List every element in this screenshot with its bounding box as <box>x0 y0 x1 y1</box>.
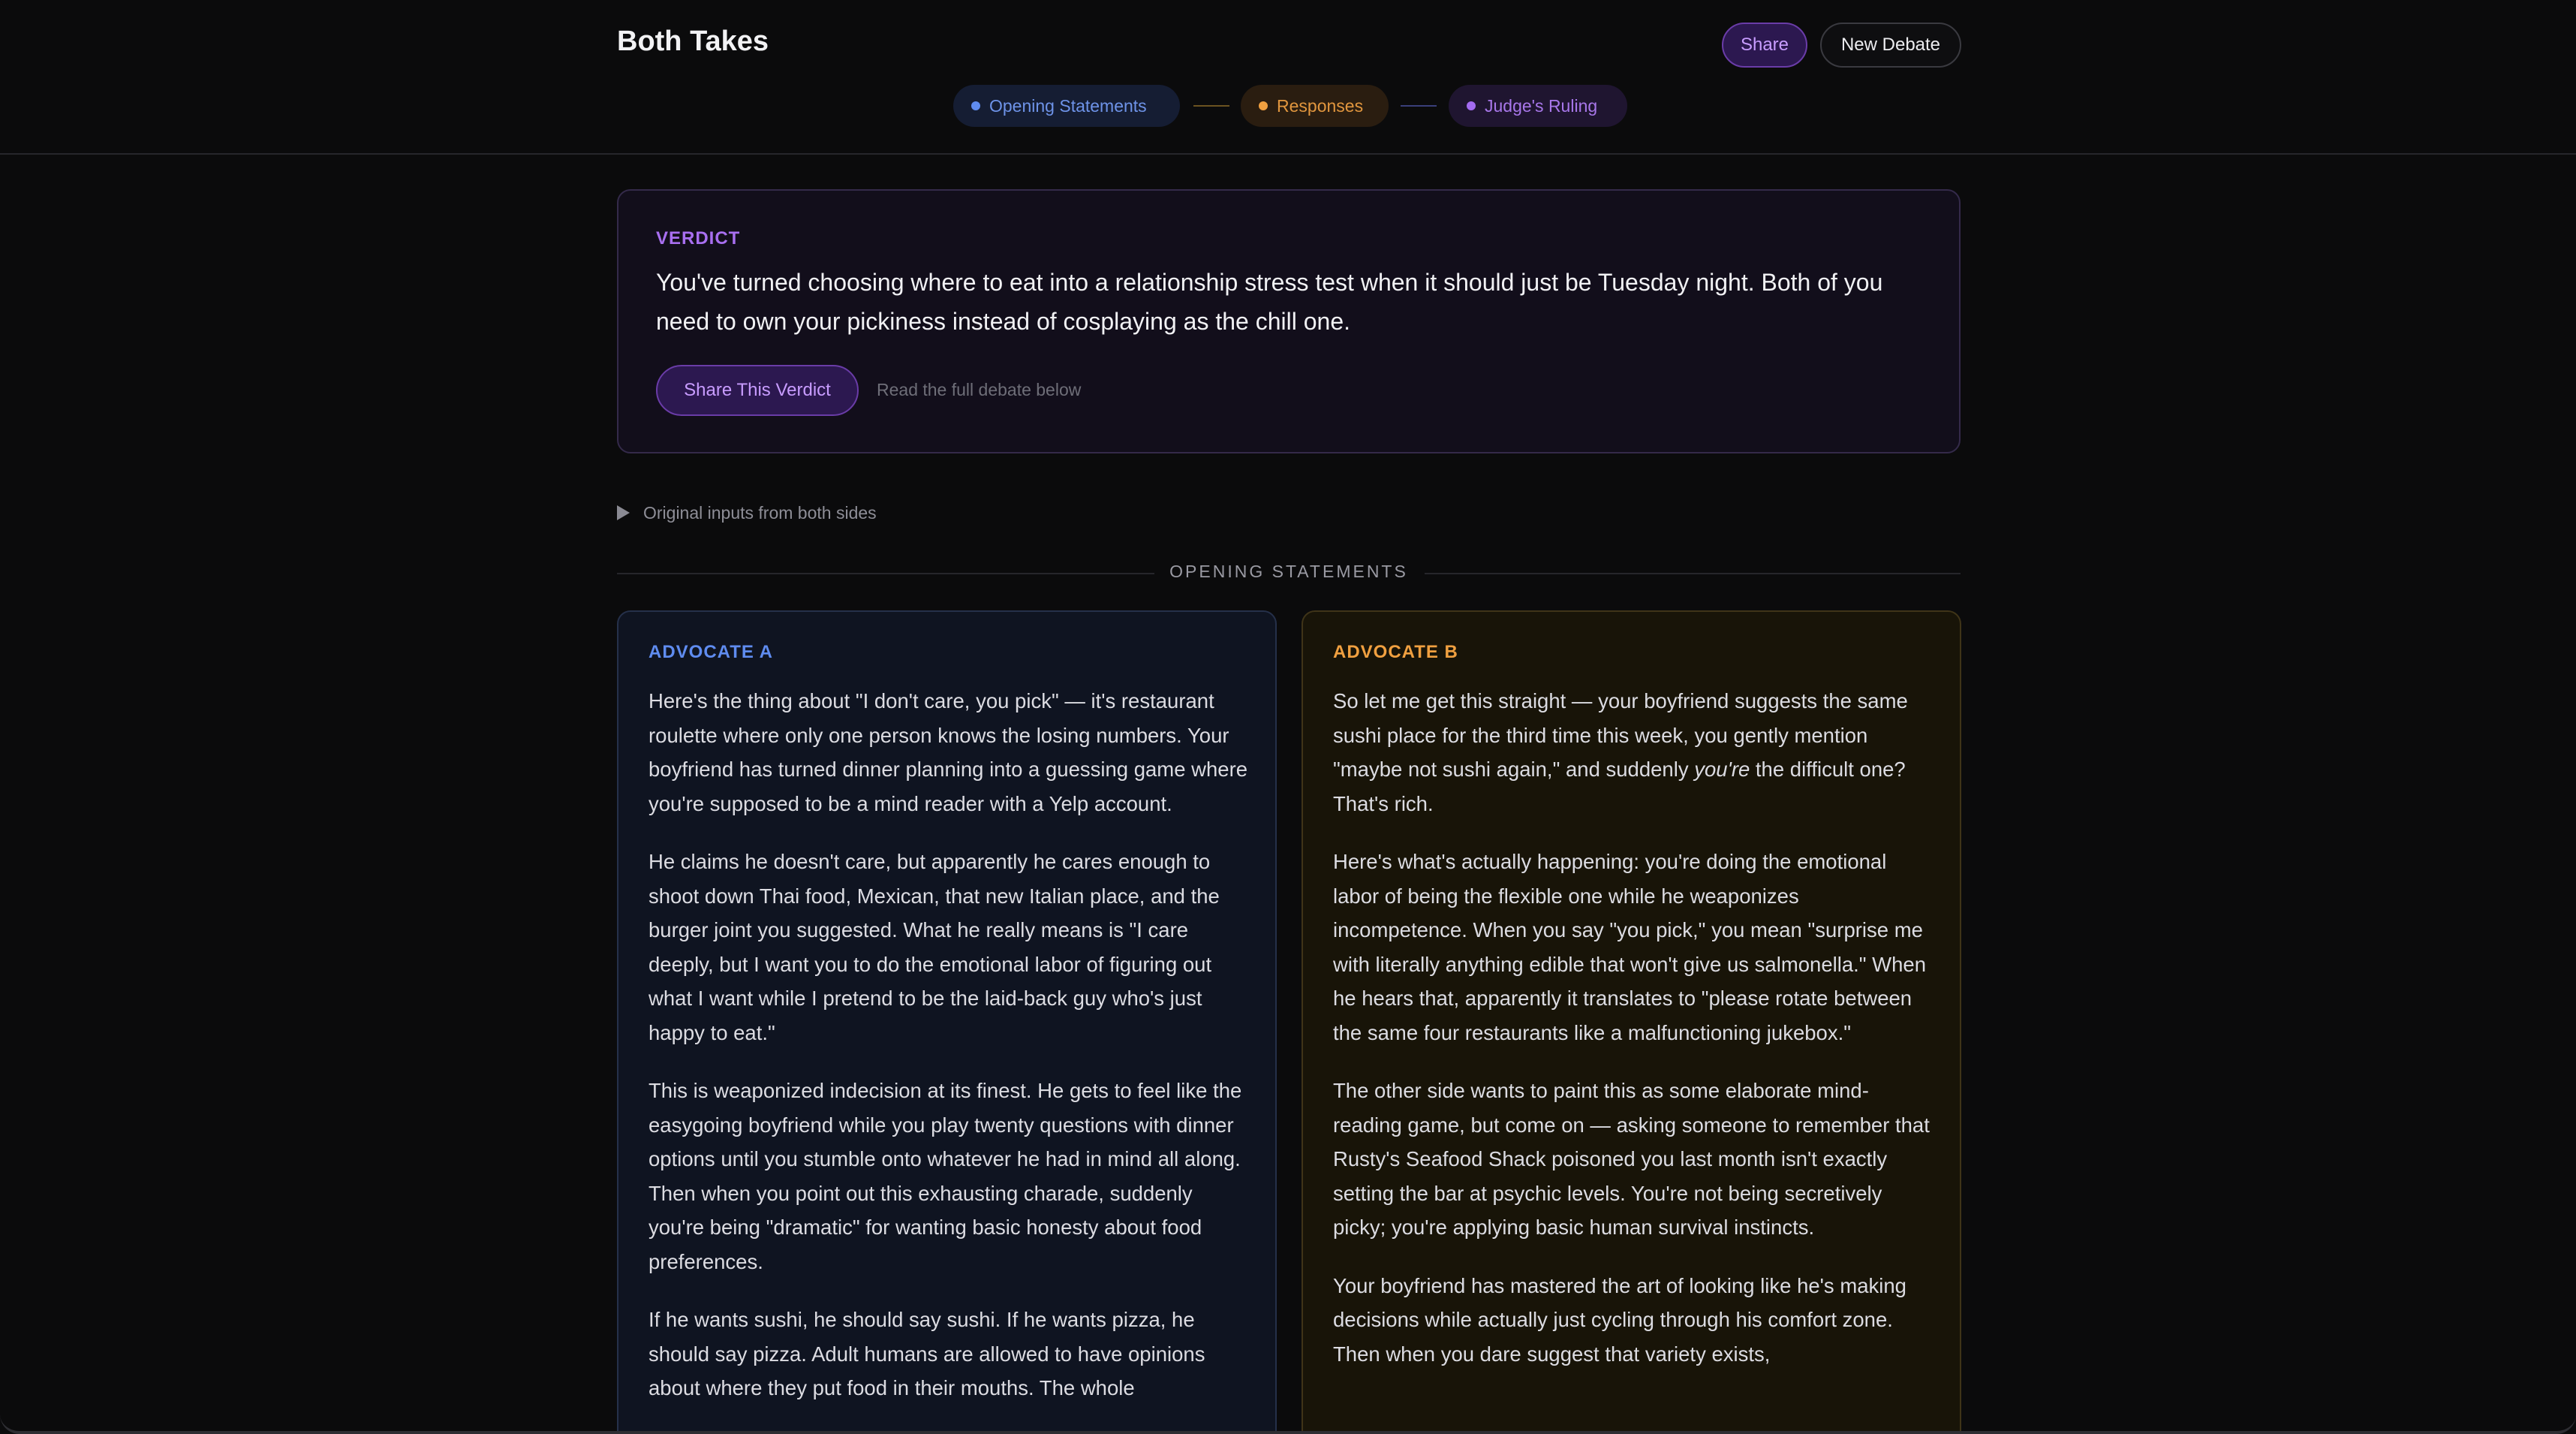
advocate-b-statement <box>1333 684 1934 1395</box>
verdict-note: Read the full debate below <box>877 380 1082 399</box>
advocate-a-card <box>617 610 1277 1434</box>
share-verdict-button[interactable]: Share This Verdict <box>656 365 859 416</box>
advocate-b-card <box>1302 610 1961 1434</box>
step-opening-statements[interactable] <box>953 85 1180 127</box>
step-label: Responses <box>1277 95 1364 116</box>
verdict-card <box>617 189 1961 453</box>
divider-line <box>1425 573 1961 574</box>
statement-paragraph: This is weaponized indecision at its finest. He gets to feel like the easygoing boyfriend while you play twenty questions with dinner options until you stumble onto whatever he had in mind all along. Then when you point out this exhausting charade, suddenly you're being "dramatic" for wanting basic honesty about food preferences. <box>649 1079 1242 1273</box>
step-label: Judge's Ruling <box>1485 95 1598 116</box>
top-header <box>0 0 2576 155</box>
section-title: OPENING STATEMENTS <box>1169 562 1408 581</box>
emphasis-text: you're <box>1694 758 1750 781</box>
app-title: Both Takes <box>617 26 769 57</box>
original-inputs-toggle[interactable] <box>617 500 877 526</box>
statement-paragraph <box>1333 684 1934 821</box>
new-debate-button[interactable]: New Debate <box>1820 23 1961 68</box>
debate-progress-stepper <box>953 85 1629 127</box>
triangle-right-icon <box>617 505 630 520</box>
statement-paragraph: He claims he doesn't care, but apparently he cares enough to shoot down Thai food, Mexican, that new Italian place, and the burger joint you suggested. What he really means is "I care deeply, but I want you to do the emotional labor of figuring out what I want while I pretend to be the laid-back guy who's just happy to eat." <box>649 850 1220 1044</box>
step-judges-ruling[interactable] <box>1449 85 1627 127</box>
statement-paragraph: The other side wants to paint this as some elaborate mind-reading game, but come on — asking someone to remember that Rusty's Seafood Shack poisoned you last month isn't exactly setting the bar at psychic levels. You're not being secretively picky; you're applying basic human survival instincts. <box>1333 1079 1930 1239</box>
paragraph-text: So let me get this straight — your boyfriend suggests the same sushi place for the third time this week, you gently mention "maybe not sushi again," and suddenly <box>1333 689 1908 781</box>
section-divider <box>617 562 1961 584</box>
step-dot-icon <box>971 101 980 110</box>
statement-paragraph: Here's what's actually happening: you're doing the emotional labor of being the flexible one while he weaponizes incompetence. When you say "you pick," you mean "surprise me with literally anything edible that won't give us salmonella." When he hears that, apparently it translates to "please rotate between the same four restaurants like a malfunctioning jukebox." <box>1333 850 1927 1044</box>
step-dot-icon <box>1259 101 1268 110</box>
statement-paragraph: If he wants sushi, he should say sushi. If he wants pizza, he should say pizza. Adult humans are allowed to have opinions about where they put food in their mouths. The whole <box>649 1308 1205 1399</box>
advocate-b-label: ADVOCATE B <box>1333 642 1458 662</box>
step-dot-icon <box>1467 101 1476 110</box>
advocate-a-label: ADVOCATE A <box>649 642 773 662</box>
statement-paragraph: Here's the thing about "I don't care, you pick" — it's restaurant roulette where only one person knows the losing numbers. Your boyfriend has turned dinner planning into a guessing game where you're supposed to be a mind reader with a Yelp account. <box>649 689 1248 815</box>
verdict-label: VERDICT <box>656 228 741 249</box>
original-inputs-label: Original inputs from both sides <box>643 502 877 523</box>
verdict-text: You've turned choosing where to eat into a relationship stress test when it should just be Tuesday night. Both of you need to own your pickiness instead of cosplaying as the chill one. <box>656 269 1883 335</box>
share-button[interactable]: Share <box>1722 23 1807 68</box>
advocate-a-statement <box>649 684 1249 1429</box>
step-label: Opening Statements <box>989 95 1147 116</box>
step-connector <box>1401 105 1437 107</box>
paragraph-text: the difficult one? That's rich. <box>1333 758 1906 815</box>
statement-paragraph: Your boyfriend has mastered the art of looking like he's making decisions while actually just cycling through his comfort zone. Then when you dare suggest that variety exists, <box>1333 1273 1906 1366</box>
step-responses[interactable] <box>1241 85 1389 127</box>
step-connector <box>1193 105 1229 107</box>
